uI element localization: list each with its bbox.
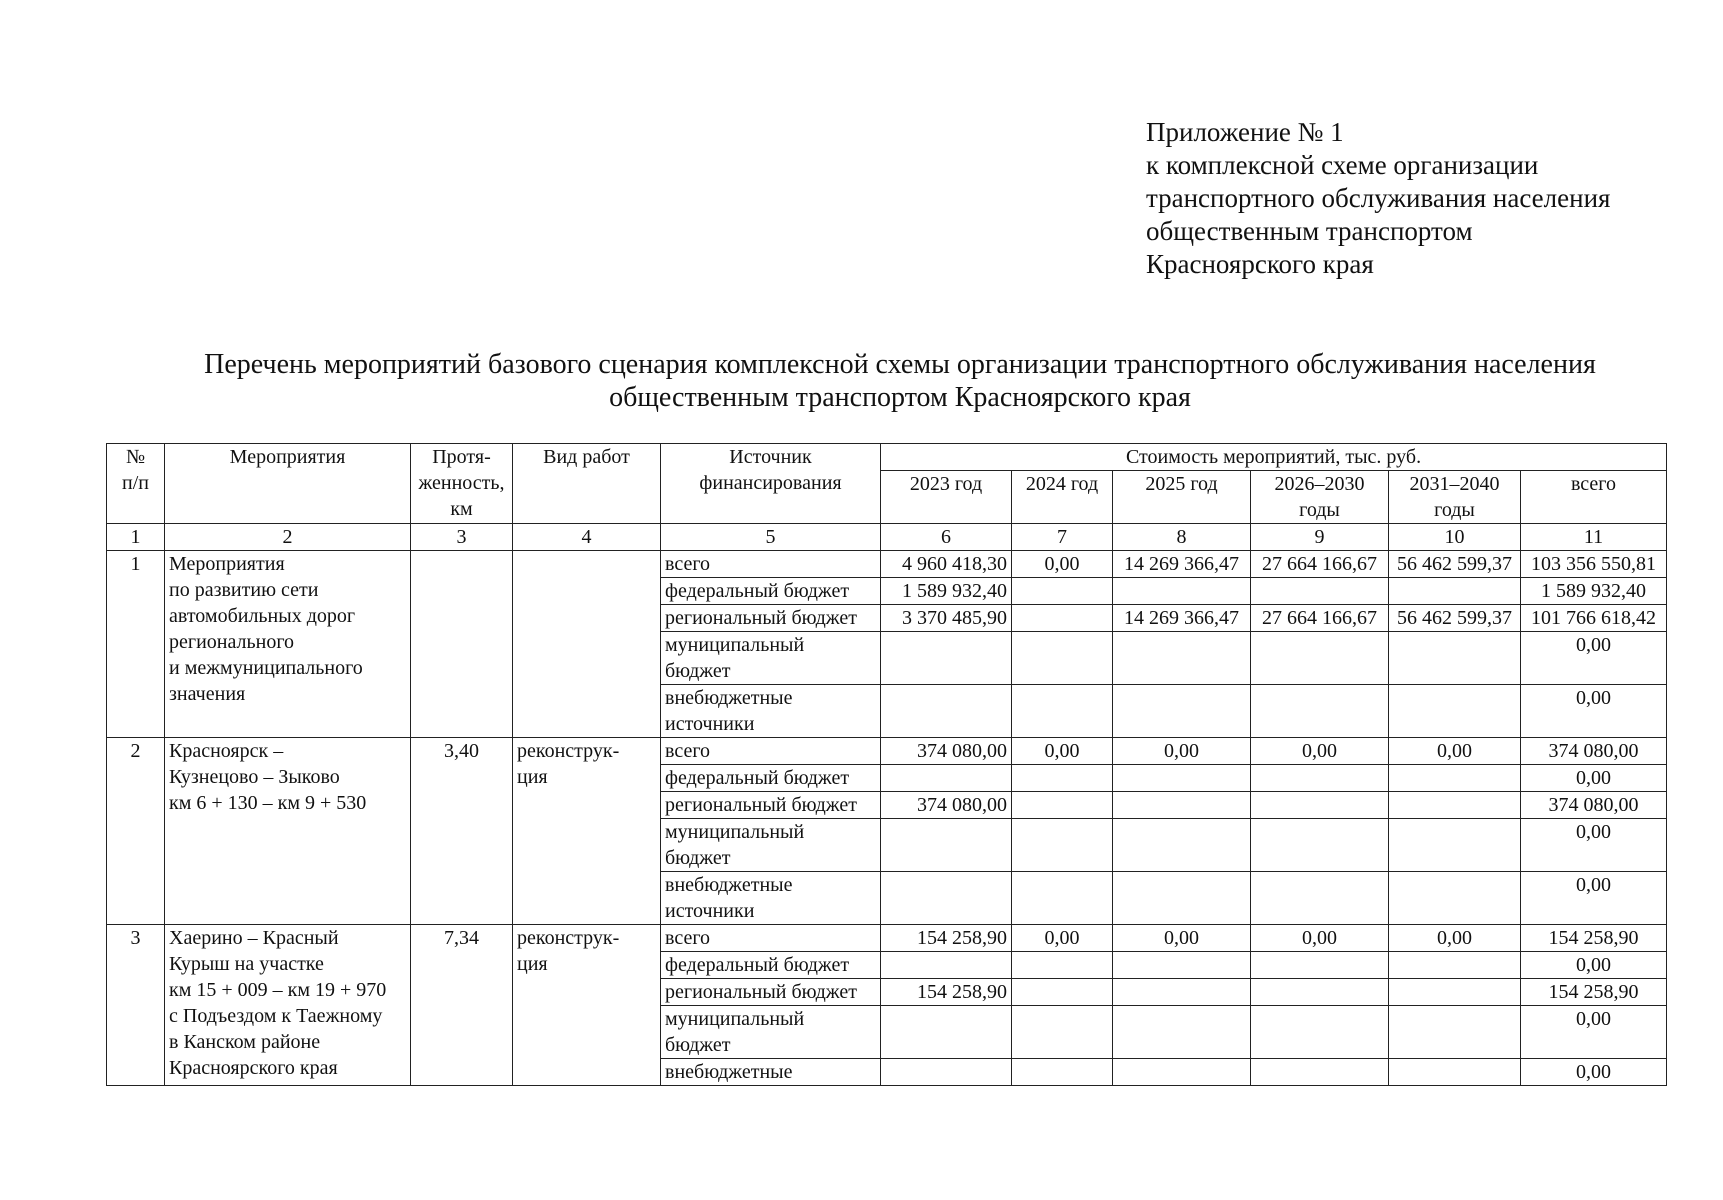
funding-source-label: внебюджетные источники — [661, 872, 881, 925]
table-row — [107, 738, 1667, 765]
cell-2023: 154 258,90 — [881, 979, 1012, 1006]
cell-2031-2040 — [1389, 792, 1521, 819]
cell-2031-2040: 0,00 — [1389, 738, 1521, 765]
funding-source-label: региональный бюджет — [661, 605, 881, 632]
cell-2023: 374 080,00 — [881, 738, 1012, 765]
cell-2026-2030 — [1251, 979, 1389, 1006]
measures-table — [106, 443, 1667, 1086]
column-number: 9 — [1251, 524, 1389, 551]
cell-2026-2030: 0,00 — [1251, 738, 1389, 765]
measure-name: Красноярск – Кузнецово – Зыково км 6 + 130 – км 9 + 530 — [165, 738, 411, 925]
cell-2031-2040 — [1389, 872, 1521, 925]
column-number: 7 — [1012, 524, 1113, 551]
cell-2031-2040 — [1389, 952, 1521, 979]
measure-length: 3,40 — [411, 738, 513, 925]
cell-2031-2040 — [1389, 685, 1521, 738]
measure-name: Мероприятия по развитию сети автомобильных дорог регионального и межмуниципального значения — [165, 551, 411, 738]
cell-total: 0,00 — [1521, 819, 1667, 872]
measure-length — [411, 551, 513, 738]
cell-2025 — [1113, 792, 1251, 819]
appendix-line: транспортного обслуживания населения — [1146, 183, 1611, 213]
funding-source-label: федеральный бюджет — [661, 578, 881, 605]
cell-2026-2030 — [1251, 765, 1389, 792]
funding-source-label: муниципальный бюджет — [661, 632, 881, 685]
cell-2024 — [1012, 765, 1113, 792]
cell-2031-2040 — [1389, 979, 1521, 1006]
measure-number: 2 — [107, 738, 165, 925]
cell-2024 — [1012, 952, 1113, 979]
cell-total: 0,00 — [1521, 685, 1667, 738]
cell-2026-2030 — [1251, 632, 1389, 685]
cell-2023: 374 080,00 — [881, 792, 1012, 819]
cell-2025 — [1113, 765, 1251, 792]
cell-2023: 3 370 485,90 — [881, 605, 1012, 632]
cell-2025 — [1113, 1006, 1251, 1059]
cell-2031-2040: 56 462 599,37 — [1389, 605, 1521, 632]
cell-2024 — [1012, 979, 1113, 1006]
funding-source-label: внебюджетные — [661, 1059, 881, 1086]
column-number: 4 — [513, 524, 661, 551]
header-work-type: Вид работ — [513, 444, 661, 524]
cell-2025 — [1113, 979, 1251, 1006]
measure-work-type — [513, 551, 661, 738]
cell-2031-2040 — [1389, 1059, 1521, 1086]
header-2024: 2024 год — [1012, 471, 1113, 524]
cell-2025 — [1113, 578, 1251, 605]
cell-total: 103 356 550,81 — [1521, 551, 1667, 578]
cell-total: 154 258,90 — [1521, 979, 1667, 1006]
cell-2025 — [1113, 819, 1251, 872]
cell-2024: 0,00 — [1012, 551, 1113, 578]
cell-2023: 154 258,90 — [881, 925, 1012, 952]
cell-2026-2030 — [1251, 792, 1389, 819]
header-2026-2030: 2026–2030 годы — [1251, 471, 1389, 524]
header-cost-group: Стоимость мероприятий, тыс. руб. — [881, 444, 1667, 471]
header-length: Протя- женность, км — [411, 444, 513, 524]
cell-2023 — [881, 872, 1012, 925]
cell-2025 — [1113, 872, 1251, 925]
measures-table-wrapper — [106, 443, 1667, 1086]
cell-2024 — [1012, 1059, 1113, 1086]
column-number: 2 — [165, 524, 411, 551]
appendix-line: общественным транспортом — [1146, 216, 1473, 246]
appendix-line: к комплексной схеме организации — [1146, 150, 1539, 180]
header-num: № п/п — [107, 444, 165, 524]
funding-source-label: всего — [661, 925, 881, 952]
measure-length: 7,34 — [411, 925, 513, 1086]
cell-2026-2030 — [1251, 685, 1389, 738]
cell-2025: 14 269 366,47 — [1113, 605, 1251, 632]
column-number: 8 — [1113, 524, 1251, 551]
cell-2031-2040: 56 462 599,37 — [1389, 551, 1521, 578]
measure-number: 3 — [107, 925, 165, 1086]
cell-2024: 0,00 — [1012, 925, 1113, 952]
appendix-line: Приложение № 1 — [1146, 117, 1344, 147]
measure-work-type: реконструк- ция — [513, 925, 661, 1086]
cell-2024 — [1012, 632, 1113, 685]
cell-2024 — [1012, 792, 1113, 819]
column-number-row — [107, 524, 1667, 551]
cell-total: 0,00 — [1521, 632, 1667, 685]
cell-2025 — [1113, 685, 1251, 738]
header-total: всего — [1521, 471, 1667, 524]
appendix-reference — [1146, 116, 1610, 281]
funding-source-label: всего — [661, 551, 881, 578]
cell-2023 — [881, 765, 1012, 792]
column-number: 11 — [1521, 524, 1667, 551]
funding-source-label: внебюджетные источники — [661, 685, 881, 738]
funding-source-label: региональный бюджет — [661, 792, 881, 819]
cell-2024 — [1012, 1006, 1113, 1059]
appendix-line: Красноярского края — [1146, 249, 1374, 279]
cell-2023 — [881, 685, 1012, 738]
cell-2023 — [881, 819, 1012, 872]
column-number: 3 — [411, 524, 513, 551]
cell-total: 154 258,90 — [1521, 925, 1667, 952]
cell-total: 1 589 932,40 — [1521, 578, 1667, 605]
cell-total: 101 766 618,42 — [1521, 605, 1667, 632]
cell-2024 — [1012, 685, 1113, 738]
cell-2025: 0,00 — [1113, 925, 1251, 952]
cell-total: 0,00 — [1521, 952, 1667, 979]
cell-2023 — [881, 952, 1012, 979]
cell-2031-2040 — [1389, 819, 1521, 872]
cell-2023 — [881, 632, 1012, 685]
cell-2025 — [1113, 952, 1251, 979]
measure-work-type: реконструк- ция — [513, 738, 661, 925]
cell-2025: 14 269 366,47 — [1113, 551, 1251, 578]
cell-2024 — [1012, 872, 1113, 925]
measure-number: 1 — [107, 551, 165, 738]
cell-2031-2040 — [1389, 765, 1521, 792]
document-title-line-2: общественным транспортом Красноярского края — [609, 382, 1191, 413]
funding-source-label: региональный бюджет — [661, 979, 881, 1006]
cell-total: 0,00 — [1521, 1006, 1667, 1059]
column-number: 5 — [661, 524, 881, 551]
cell-2026-2030 — [1251, 952, 1389, 979]
cell-2024 — [1012, 819, 1113, 872]
cell-total: 0,00 — [1521, 872, 1667, 925]
header-measures: Мероприятия — [165, 444, 411, 524]
document-title-line-1: Перечень мероприятий базового сценария комплексной схемы организации транспортного обслуживания населения — [204, 349, 1596, 380]
cell-2031-2040 — [1389, 632, 1521, 685]
cell-2024 — [1012, 605, 1113, 632]
table-row — [107, 925, 1667, 952]
cell-2026-2030 — [1251, 578, 1389, 605]
column-number: 1 — [107, 524, 165, 551]
header-2031-2040: 2031–2040 годы — [1389, 471, 1521, 524]
cell-2023 — [881, 1059, 1012, 1086]
cell-2023: 4 960 418,30 — [881, 551, 1012, 578]
cell-2031-2040 — [1389, 578, 1521, 605]
cell-2026-2030: 0,00 — [1251, 925, 1389, 952]
funding-source-label: муниципальный бюджет — [661, 1006, 881, 1059]
cell-2026-2030 — [1251, 1059, 1389, 1086]
measure-name: Хаерино – Красный Курыш на участке км 15 + 009 – км 19 + 970 с Подъездом к Таежному в Канском районе Красноярского края — [165, 925, 411, 1086]
header-2025: 2025 год — [1113, 471, 1251, 524]
table-row — [107, 551, 1667, 578]
funding-source-label: федеральный бюджет — [661, 952, 881, 979]
column-number: 6 — [881, 524, 1012, 551]
cell-total: 0,00 — [1521, 765, 1667, 792]
cell-2031-2040 — [1389, 1006, 1521, 1059]
cell-2024: 0,00 — [1012, 738, 1113, 765]
cell-2026-2030 — [1251, 872, 1389, 925]
header-funding-source: Источник финансирования — [661, 444, 881, 524]
funding-source-label: федеральный бюджет — [661, 765, 881, 792]
funding-source-label: муниципальный бюджет — [661, 819, 881, 872]
cell-2031-2040: 0,00 — [1389, 925, 1521, 952]
cell-2026-2030 — [1251, 1006, 1389, 1059]
cell-2024 — [1012, 578, 1113, 605]
cell-2025 — [1113, 1059, 1251, 1086]
cell-total: 374 080,00 — [1521, 792, 1667, 819]
cell-2023: 1 589 932,40 — [881, 578, 1012, 605]
cell-2025 — [1113, 632, 1251, 685]
cell-2023 — [881, 1006, 1012, 1059]
cell-total: 0,00 — [1521, 1059, 1667, 1086]
cell-total: 374 080,00 — [1521, 738, 1667, 765]
cell-2025: 0,00 — [1113, 738, 1251, 765]
document-title — [80, 348, 1720, 414]
cell-2026-2030: 27 664 166,67 — [1251, 605, 1389, 632]
header-2023: 2023 год — [881, 471, 1012, 524]
cell-2026-2030 — [1251, 819, 1389, 872]
funding-source-label: всего — [661, 738, 881, 765]
column-number: 10 — [1389, 524, 1521, 551]
cell-2026-2030: 27 664 166,67 — [1251, 551, 1389, 578]
